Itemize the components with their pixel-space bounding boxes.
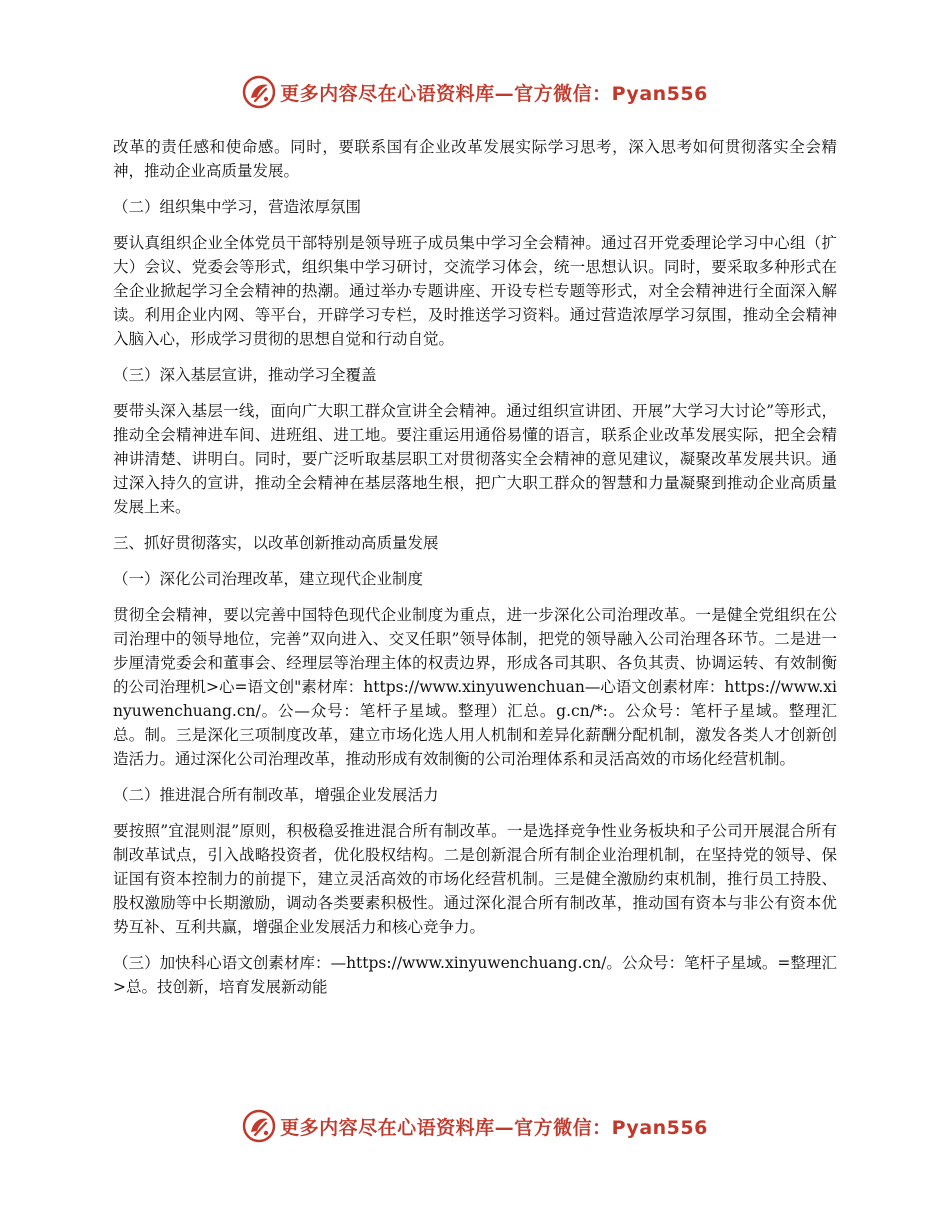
section-heading: （二）推进混合所有制改革，增强企业发展活力	[113, 786, 439, 804]
banner-text: 更多内容尽在心语资料库—官方微信：Pyan556	[280, 1116, 708, 1139]
paragraph: 要带头深入基层一线，面向广大职工群众宣讲全会精神。通过组织宣讲团、开展”大学习大讨论”等形式，推动全会精神进车间、进班组、进工地。要注重运用通俗易懂的语言，联系企业改革发展实际，把全会精神讲清楚、讲明白。同时，要广泛听取基层职工对贯彻落实全会精神的意见建议，凝聚改革发展共识。通过深入持久的宣讲，推动全会精神在基层落地生根，把广大职工群众的智慧和力量凝聚到推动企业高质量发展上来。	[113, 402, 837, 516]
paragraph: 要按照”宜混则混”原则，积极稳妥推进混合所有制改革。一是选择竞争性业务板块和子公司开展混合所有制改革试点，引入战略投资者，优化股权结构。二是创新混合所有制企业治理机制，在坚持党的领导、保证国有资本控制力的前提下，建立灵活高效的市场化经营机制。三是健全激励约束机制，推行员工持股、股权激励等中长期激励，调动各类要素积极性。通过深化混合所有制改革，推动国有资本与非公有资本优势互补、互利共赢，增强企业发展活力和核心竞争力。	[113, 822, 837, 936]
section-heading: （三）加快科心语文创素材库：—https://www.xinyuwenchuang.cn/。公众号：笔杆子星域。=整理汇>总。技创新，培育发展新动能	[113, 954, 837, 996]
logo-icon	[242, 1109, 276, 1143]
section-heading: （二）组织集中学习，营造浓厚氛围	[113, 198, 362, 216]
logo-icon	[242, 75, 276, 109]
header-banner	[0, 72, 950, 112]
chapter-heading: 三、抓好贯彻落实，以改革创新推动高质量发展	[113, 534, 439, 552]
paragraph: 要认真组织企业全体党员干部特别是领导班子成员集中学习全会精神。通过召开党委理论学习中心组（扩大）会议、党委会等形式，组织集中学习研讨，交流学习体会，统一思想认识。同时，要采取多种形式在全企业掀起学习全会精神的热潮。通过举办专题讲座、开设专栏专题等形式，对全会精神进行全面深入解读。利用企业内网、等平台，开辟学习专栏，及时推送学习资料。通过营造浓厚学习氛围，推动全会精神入脑入心，形成学习贯彻的思想自觉和行动自觉。	[113, 234, 837, 348]
footer-banner	[0, 1106, 950, 1146]
paragraph: 贯彻全会精神，要以完善中国特色现代企业制度为重点，进一步深化公司治理改革。一是健全党组织在公司治理中的领导地位，完善”双向进入、交叉任职”领导体制，把党的领导融入公司治理各环节。二是进一步厘清党委会和董事会、经理层等治理主体的权责边界，形成各司其职、各负其责、协调运转、有效制衡的公司治理机>心=语文创"素材库：https://www.xinyuwenchuan—心语文创素材库：https://www.xinyuwenchuang.cn/。公—众号：笔杆子星域。整理）汇总。g.cn/*:。公众号：笔杆子星域。整理汇总。制。三是深化三项制度改革，建立市场化选人用人机制和差异化薪酬分配机制，激发各类人才创新创造活力。通过深化公司治理改革，推动形成有效制衡的公司治理体系和灵活高效的市场化经营机制。	[113, 606, 837, 768]
paragraph: 改革的责任感和使命感。同时，要联系国有企业改革发展实际学习思考，深入思考如何贯彻落实全会精神，推动企业高质量发展。	[113, 138, 837, 180]
section-heading: （一）深化公司治理改革，建立现代企业制度	[113, 570, 424, 588]
banner-text: 更多内容尽在心语资料库—官方微信：Pyan556	[280, 82, 708, 105]
document-body	[113, 135, 837, 1011]
section-heading: （三）深入基层宣讲，推动学习全覆盖	[113, 366, 377, 384]
